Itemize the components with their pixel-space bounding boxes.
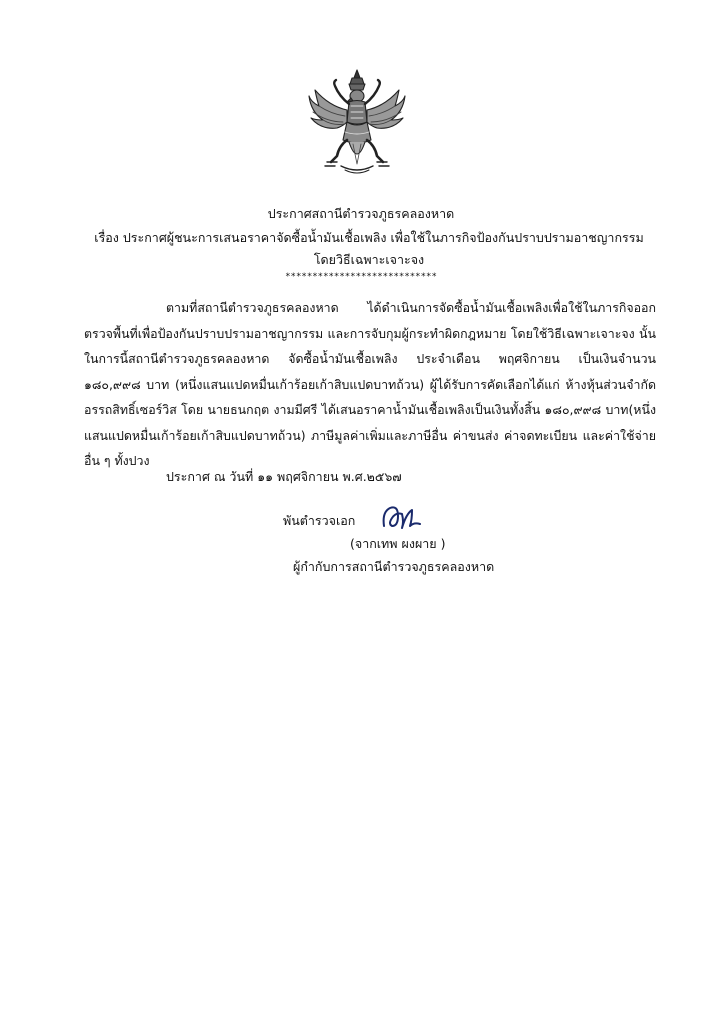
signatory-name: (จากเทพ ผงผาย ) <box>350 536 446 551</box>
garuda-emblem-icon <box>305 66 409 178</box>
document-subject: เรื่อง ประกาศผู้ชนะการเสนอราคาจัดซื้อน้ำมันเชื้อเพลิง เพื่อใช้ในภารกิจป้องกันปราบปรามอาชญากรรม โดยวิธีเฉพาะเจาะจง <box>94 230 644 267</box>
announcement-date: ประกาศ ณ วันที่ ๑๑ พฤศจิกายน พ.ศ.๒๕๖๗ <box>166 469 402 484</box>
body-paragraph: ตามที่สถานีตำรวจภูธรคลองหาด ได้ดำเนินการจัดซื้อน้ำมันเชื้อเพลิงเพื่อใช้ในภารกิจออกตรวจพื้นที่เพื่อป้องกันปราบปรามอาชญากรรม และการจับกุมผู้กระทำผิดกฎหมาย โดยใช้วิธีเฉพาะเจาะจง นั้นในการนี้สถานีตำรวจภูธรคลองหาด จัดซื้อน้ำมันเชื้อเพลิง ประจำเดือน พฤศจิกายน เป็นเงินจำนวน ๑๘๐,๙๙๘ บาท (หนึ่งแสนแปดหมื่นเก้าร้อยเก้าสิบแปดบาทถ้วน) ผู้ได้รับการคัดเลือกได้แก่ ห้างหุ้นส่วนจำกัด อรรถสิทธิ์เซอร์วิส โดย นายธนกฤต งามมีศรี ได้เสนอราคาน้ำมันเชื้อเพลิงเป็นเงินทั้งสิ้น ๑๘๐,๙๙๘ บาท(หนึ่งแสนแปดหมื่นเก้าร้อยเก้าสิบแปดบาทถ้วน) ภาษีมูลค่าเพิ่มและภาษีอื่น ค่าขนส่ง ค่าจดทะเบียน และค่าใช้จ่ายอื่น ๆ ทั้งปวง <box>84 300 656 468</box>
signatory-rank: พันตำรวจเอก <box>283 513 356 528</box>
document-title: ประกาศสถานีตำรวจภูธรคลองหาด <box>267 206 455 221</box>
separator-line: **************************** <box>285 272 437 282</box>
signatory-position: ผู้กำกับการสถานีตำรวจภูธรคลองหาด <box>293 559 495 574</box>
handwritten-signature-icon <box>378 502 426 532</box>
